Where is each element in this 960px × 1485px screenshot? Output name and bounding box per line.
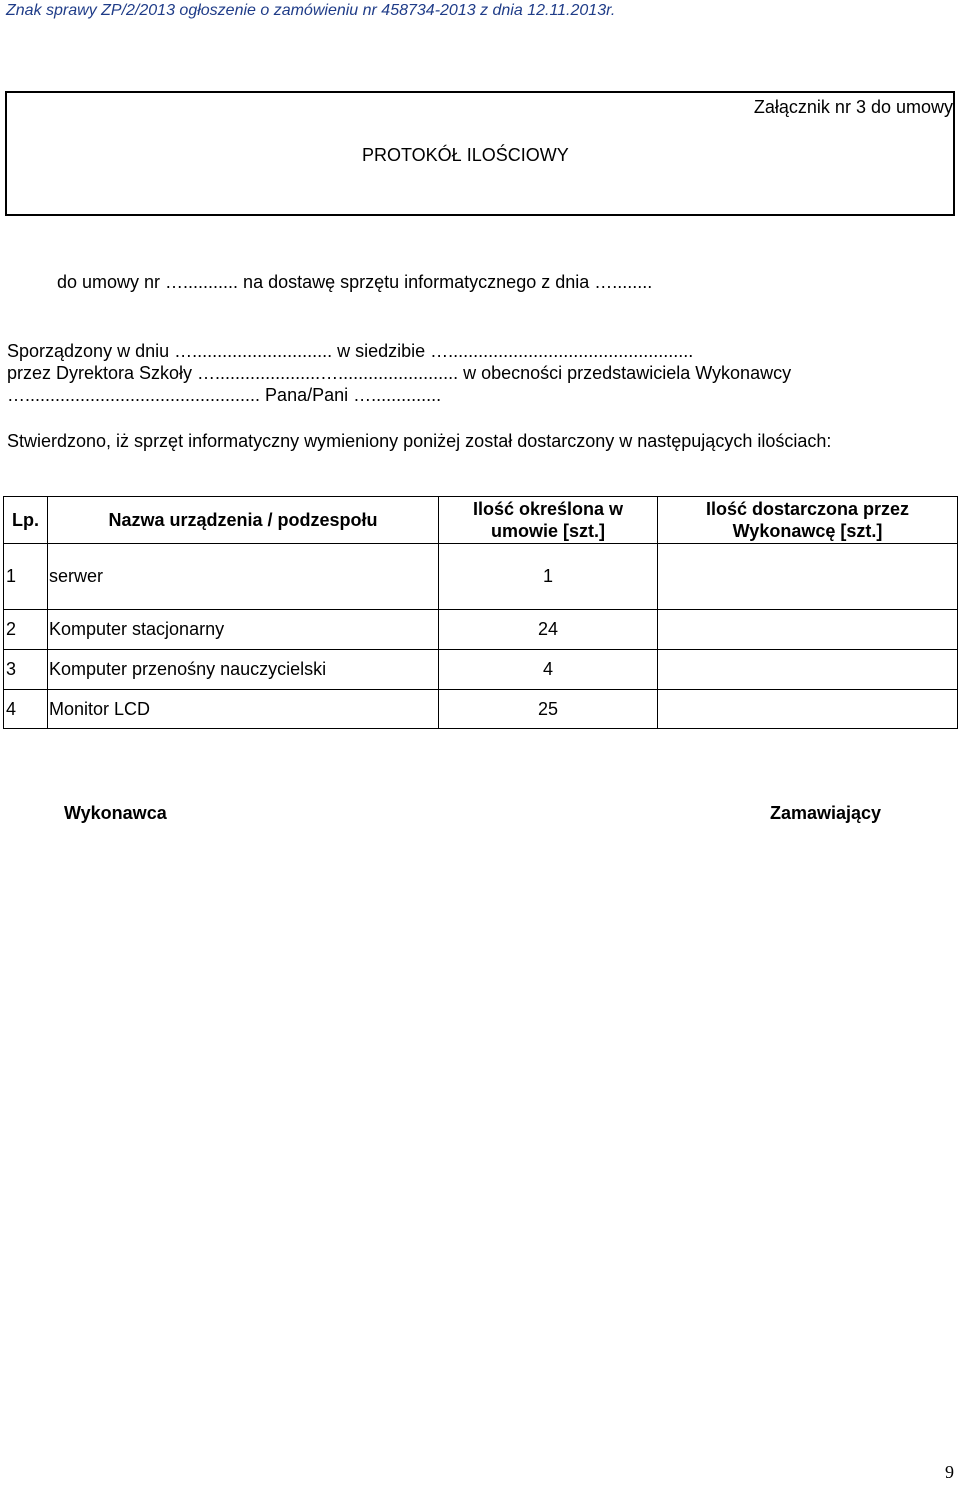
person-line: …............................................... Pana/Pani ….............. <box>7 385 442 405</box>
cell-qty-delivered[interactable] <box>658 650 958 690</box>
table-row <box>4 544 958 610</box>
quantity-table <box>3 496 958 729</box>
cell-qty-contract: 25 <box>439 690 658 729</box>
cell-lp: 1 <box>4 544 48 610</box>
cell-device-name: Komputer przenośny nauczycielski <box>48 650 439 690</box>
title-box <box>5 91 955 216</box>
case-reference-header: Znak sprawy ZP/2/2013 ogłoszenie o zamówieniu nr 458734-2013 z dnia 12.11.2013r. <box>6 2 616 19</box>
header-qty-delivered-line1: Ilość dostarczona przez <box>705 499 910 519</box>
header-device-name: Nazwa urządzenia / podzespołu <box>48 497 439 544</box>
cell-lp: 4 <box>4 690 48 729</box>
table-row <box>4 610 958 650</box>
header-qty-delivered-line2: Wykonawcę [szt.] <box>732 521 883 541</box>
signature-client: Zamawiający <box>770 803 882 823</box>
cell-qty-contract: 4 <box>439 650 658 690</box>
cell-lp: 2 <box>4 610 48 650</box>
cell-device-name: serwer <box>48 544 439 610</box>
cell-qty-delivered[interactable] <box>658 544 958 610</box>
table-row <box>4 690 958 729</box>
drawn-up-line: Sporządzony w dniu …............................ w siedzibie …................................................. <box>7 341 694 361</box>
cell-device-name: Monitor LCD <box>48 690 439 729</box>
cell-qty-contract: 24 <box>439 610 658 650</box>
cell-device-name: Komputer stacjonarny <box>48 610 439 650</box>
page-number: 9 <box>945 1462 954 1482</box>
document-title: PROTOKÓŁ ILOŚCIOWY <box>362 145 569 165</box>
cell-qty-delivered[interactable] <box>658 610 958 650</box>
cell-qty-delivered[interactable] <box>658 690 958 729</box>
statement-line: Stwierdzono, iż sprzęt informatyczny wymieniony poniżej został dostarczony w następujących ilościach: <box>7 431 832 451</box>
header-qty-contract <box>439 497 658 544</box>
signature-contractor: Wykonawca <box>64 803 167 823</box>
cell-qty-contract: 1 <box>439 544 658 610</box>
header-lp: Lp. <box>4 497 48 544</box>
director-line: przez Dyrektora Szkoły ….....................…........................ w obecności przedstawiciela Wykonawcy <box>7 363 792 383</box>
header-qty-delivered <box>658 497 958 544</box>
header-qty-contract-line2: umowie [szt.] <box>490 521 605 541</box>
header-qty-contract-line1: Ilość określona w <box>472 499 624 519</box>
table-row <box>4 650 958 690</box>
table-header-row <box>4 497 958 544</box>
contract-line: do umowy nr …........... na dostawę sprzętu informatycznego z dnia …........ <box>57 272 653 292</box>
annex-label: Załącznik nr 3 do umowy <box>753 97 953 117</box>
cell-lp: 3 <box>4 650 48 690</box>
